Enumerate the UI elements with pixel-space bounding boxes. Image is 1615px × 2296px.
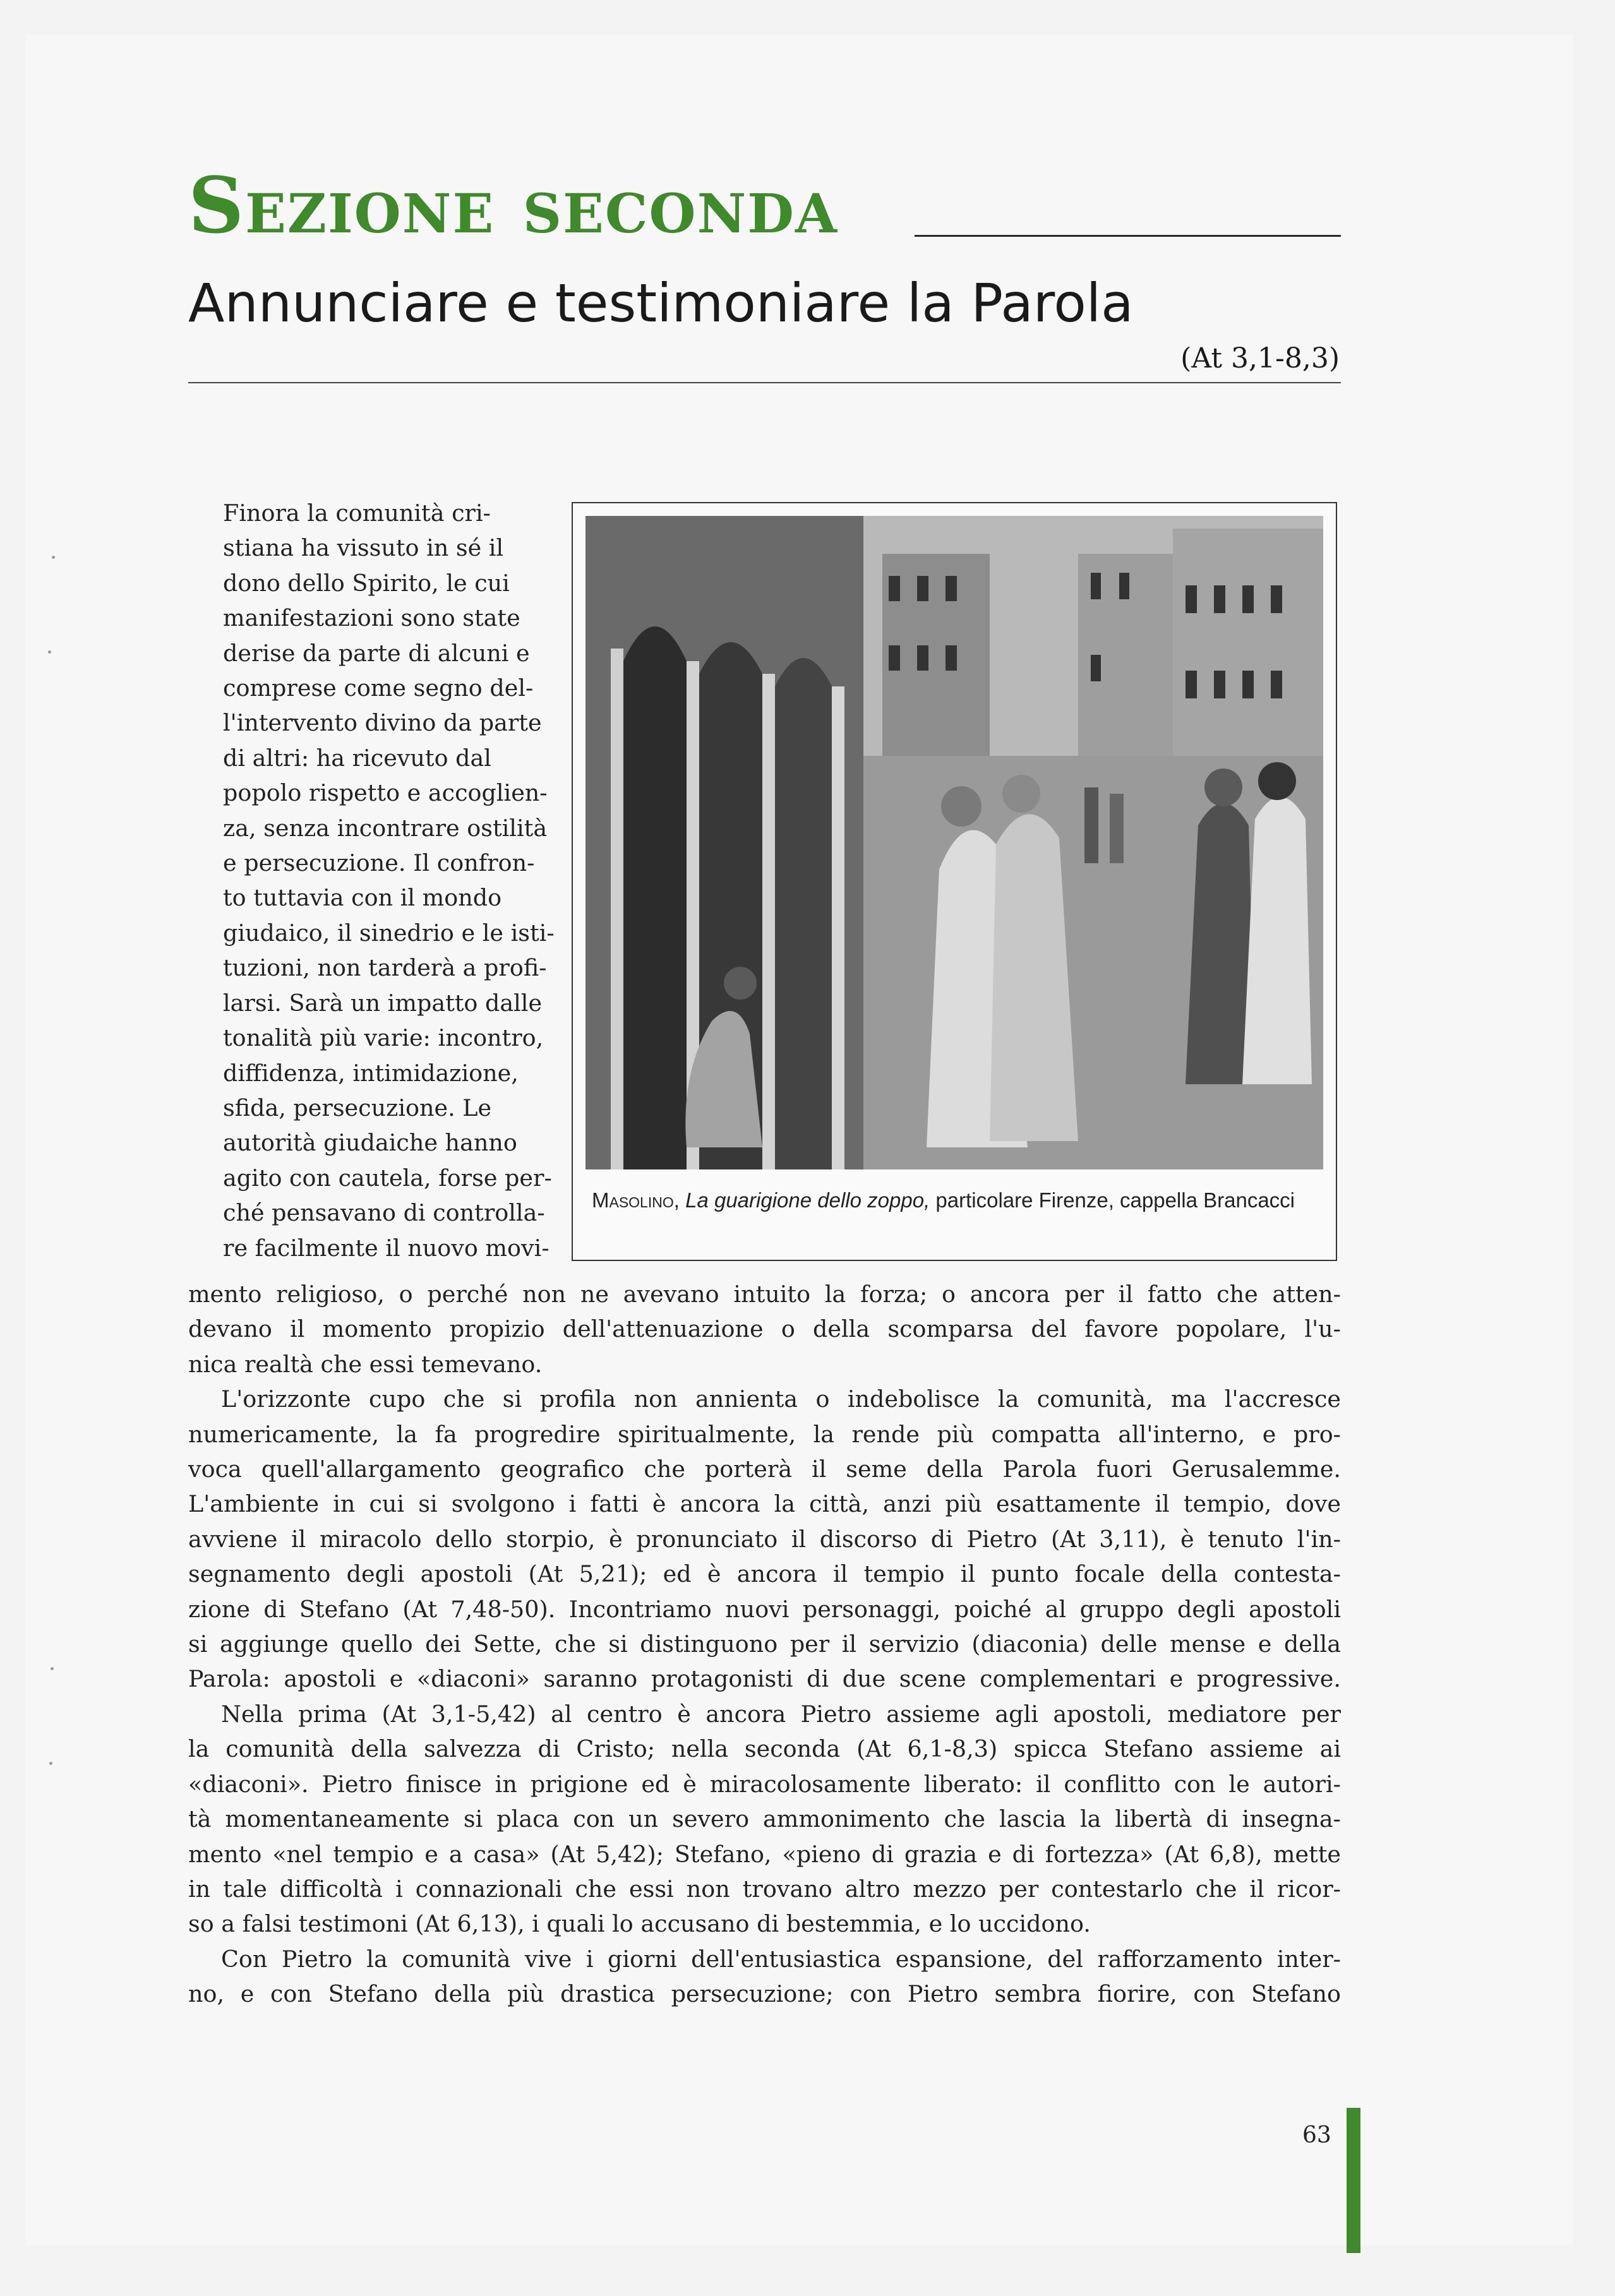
scan-speck [48, 650, 51, 654]
body-line: avviene il miracolo dello storpio, è pronunciato il discorso di Pietro (At 3,11), è tenuto l'in- [188, 1525, 1341, 1553]
scan-speck [51, 1667, 54, 1670]
body-line: Nella prima (At 3,1-5,42) al centro è ancora Pietro assieme agli apostoli, mediatore per [221, 1700, 1341, 1728]
column-line: stiana ha vissuto in sé il [223, 534, 504, 562]
body-line: L'orizzonte cupo che si profila non annienta o indebolisce la comunità, ma l'accresce [221, 1385, 1341, 1413]
body-line: zione di Stefano (At 7,48-50). Incontriamo nuovi personaggi, poiché al gruppo degli apostoli [188, 1595, 1341, 1623]
page-number: 63 [1302, 2122, 1331, 2148]
column-line: larsi. Sarà un impatto dalle [223, 989, 543, 1017]
figure-caption [592, 1185, 1318, 1216]
fresco-figure [572, 502, 1337, 1261]
caption-details: particolare Firenze, cappella Brancacci [935, 1188, 1295, 1212]
column-line: Finora la comunità cri- [223, 499, 491, 527]
body-line: nica realtà che essi temevano. [188, 1350, 543, 1378]
scan-speck [49, 1762, 52, 1765]
column-line: tonalità più varie: incontro, [223, 1024, 544, 1052]
intro-column [223, 496, 555, 1265]
body-line: so a falsi testimoni (At 6,13), i quali lo accusano di bestemmia, e lo uccidono. [188, 1910, 1091, 1938]
column-line: re facilmente il nuovo movi- [223, 1234, 549, 1262]
column-line: sfida, persecuzione. Le [223, 1094, 492, 1121]
column-line: manifestazioni sono state [223, 604, 520, 632]
section-heading [188, 161, 1341, 249]
scan-speck [52, 556, 55, 559]
section-title: Sezione seconda [188, 160, 838, 251]
body-text [188, 1277, 1341, 2012]
body-line: in tale difficoltà i connazionali che essi non trovano altro mezzo per contestarlo che il ricor- [188, 1875, 1341, 1903]
body-line: mento religioso, o perché non ne avevano intuito la forza; o ancora per il fatto che atten- [188, 1281, 1341, 1308]
column-line: l'intervento divino da parte [223, 709, 542, 737]
fresco-image [585, 516, 1323, 1169]
column-line: tuzioni, non tarderà a profi- [223, 954, 547, 982]
section-rule [915, 235, 1341, 237]
body-line: Con Pietro la comunità vive i giorni dell'entusiastica espansione, del rafforzamento inter- [221, 1945, 1341, 1973]
column-line: za, senza incontrare ostilità [223, 814, 548, 842]
column-line: autorità giudaiche hanno [223, 1129, 517, 1157]
column-line: ché pensavano di controlla- [223, 1199, 545, 1227]
column-line: diffidenza, intimidazione, [223, 1059, 519, 1087]
column-line: dono dello Spirito, le cui [223, 569, 510, 597]
column-line: popolo rispetto e accoglien- [223, 779, 548, 807]
column-line: to tuttavia con il mondo [223, 884, 502, 912]
page-marker-bar [1347, 2108, 1360, 2253]
column-line: e persecuzione. Il confron- [223, 849, 535, 877]
body-line: numericamente, la fa progredire spiritualmente, la rende più compatta all'interno, e pro- [188, 1420, 1341, 1448]
body-line: la comunità della salvezza di Cristo; nella seconda (At 6,1-8,3) spicca Stefano assieme ai [188, 1735, 1341, 1763]
body-line: devano il momento propizio dell'attenuazione o della scomparsa del favore popolare, l'u- [188, 1315, 1341, 1343]
body-line: si aggiunge quello dei Sette, che si distinguono per il servizio (diaconia) delle mense e della [188, 1630, 1341, 1658]
body-line: mento «nel tempio e a casa» (At 5,42); Stefano, «pieno di grazia e di fortezza» (At 6,8), mette [188, 1840, 1341, 1868]
chapter-title: Annunciare e testimoniare la Parola [188, 272, 1134, 334]
caption-title: La guarigione dello zoppo, [685, 1188, 930, 1212]
column-line: di altri: ha ricevuto dal [223, 744, 491, 772]
body-line: L'ambiente in cui si svolgono i fatti è ancora la città, anzi più esattamente il tempio, dove [188, 1490, 1341, 1518]
body-line: «diaconi». Pietro finisce in prigione ed è miracolosamente liberato: il conflitto con le autori- [188, 1770, 1341, 1798]
column-line: giudaico, il sinedrio e le isti- [223, 919, 555, 947]
caption-author: Masolino, [592, 1188, 680, 1212]
column-line: comprese come segno del- [223, 674, 534, 702]
title-rule [188, 382, 1341, 383]
scripture-reference: (At 3,1-8,3) [1180, 342, 1340, 374]
body-line: voca quell'allargamento geografico che porterà il seme della Parola fuori Gerusalemme. [188, 1456, 1341, 1483]
body-line: segnamento degli apostoli (At 5,21); ed è ancora il tempio il punto focale della contesta- [188, 1560, 1341, 1588]
body-line: Parola: apostoli e «diaconi» saranno protagonisti di due scene complementari e progressive. [188, 1665, 1341, 1693]
body-line: no, e con Stefano della più drastica persecuzione; con Pietro sembra fiorire, con Stefano [188, 1980, 1341, 2008]
body-line: tà momentaneamente si placa con un severo ammonimento che lascia la libertà di insegna- [188, 1805, 1341, 1833]
column-line: derise da parte di alcuni e [223, 639, 530, 667]
column-line: agito con cautela, forse per- [223, 1164, 552, 1192]
